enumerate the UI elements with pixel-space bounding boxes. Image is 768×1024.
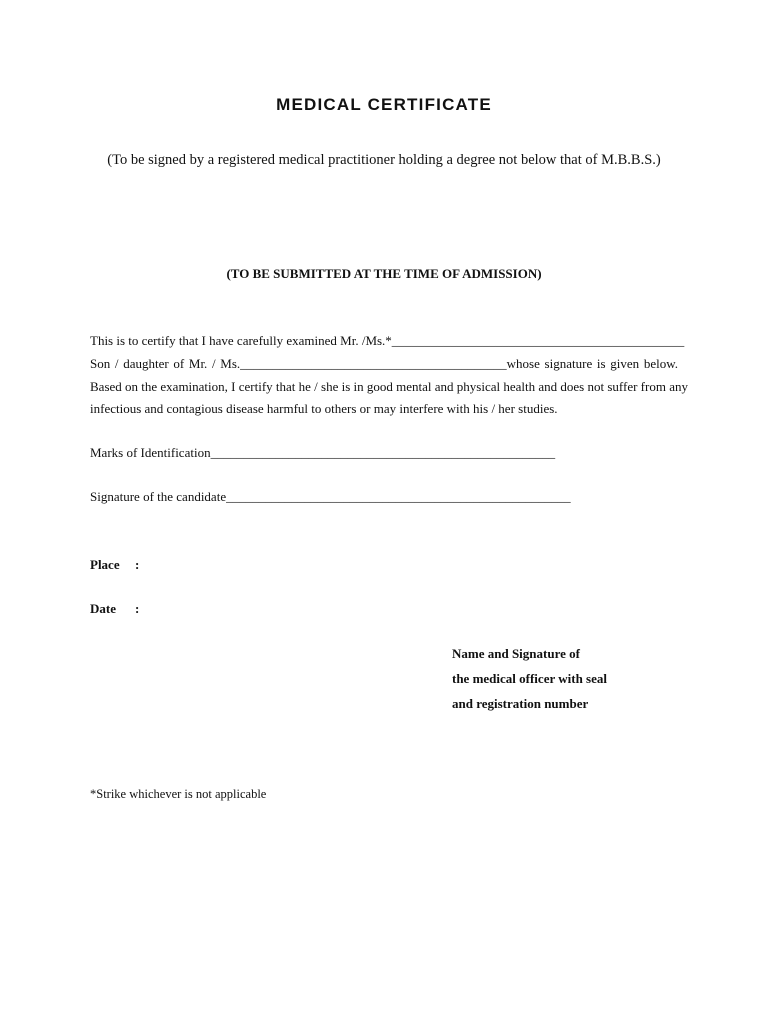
marks-of-identification-field: Marks of Identification_____________________________________________________ [90,445,556,460]
footnote: *Strike whichever is not applicable [90,787,267,801]
certification-line-4: infectious and contagious disease harmful to others or may interfere with his / her studies. [90,401,558,416]
date-colon: : [135,601,140,616]
officer-signature-line-3: and registration number [452,696,589,711]
certification-line-3: Based on the examination, I certify that he / she is in good mental and physical health and does not suffer from any [90,379,688,394]
officer-signature-line-2: the medical officer with seal [452,671,607,686]
date-label: Date [90,601,116,616]
place-colon: : [135,557,140,572]
candidate-signature-field: Signature of the candidate_____________________________________________________ [90,489,571,504]
certification-line-1: This is to certify that I have carefully examined Mr. /Ms.*_____________________________________________ [90,333,685,348]
submission-note: (TO BE SUBMITTED AT THE TIME OF ADMISSION) [226,266,542,281]
officer-signature-line-1: Name and Signature of [452,646,580,661]
subtitle-instruction: (To be signed by a registered medical practitioner holding a degree not below that of M.B.B.S.) [107,152,661,168]
certification-line-2: Son / daughter of Mr. / Ms._________________________________________whose signature is given below. [90,356,678,371]
document-title: MEDICAL CERTIFICATE [276,95,492,114]
place-label: Place [90,557,120,572]
